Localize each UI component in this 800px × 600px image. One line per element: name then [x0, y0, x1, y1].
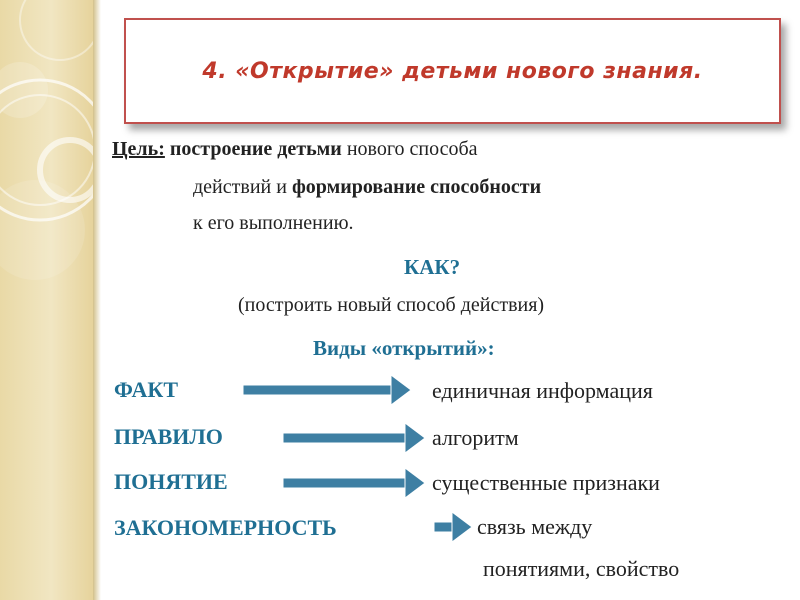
type-meaning-fact: единичная информация [432, 378, 653, 403]
arrow-icon [283, 422, 428, 454]
type-meaning-regularity: связь между [477, 514, 593, 539]
arrow-icon [243, 374, 413, 406]
title-box [124, 18, 781, 124]
sidebar-edge [93, 0, 101, 600]
goal-line-2 [193, 176, 541, 199]
type-meaning-rule: алгоритм [432, 425, 519, 450]
how-heading: КАК? [404, 255, 461, 279]
goal-bold-1: построение детьми [169, 138, 342, 160]
arrow-icon [283, 467, 428, 499]
type-meaning-concept: существенные признаки [432, 470, 660, 495]
goal-bold-2: формирование способности [291, 176, 542, 198]
type-term-regularity: ЗАКОНОМЕРНОСТЬ [114, 515, 337, 540]
type-term-fact: ФАКТ [114, 377, 179, 402]
type-meaning-regularity-cont: понятиями, свойство [483, 556, 680, 581]
types-heading: Виды «открытий»: [313, 336, 495, 360]
goal-start-2: действий и [193, 176, 287, 198]
goal-label: Цель: [112, 138, 165, 160]
type-term-rule: ПРАВИЛО [114, 424, 223, 449]
type-term-concept: ПОНЯТИЕ [114, 469, 228, 494]
how-subtitle: (построить новый способ действия) [238, 294, 545, 316]
decorative-circles [0, 0, 93, 600]
slide-title: 4. «Открытие» детьми нового знания. [202, 58, 703, 84]
arrow-icon [434, 511, 474, 543]
decorative-sidebar [0, 0, 93, 600]
goal-line-1 [112, 138, 478, 161]
goal-rest-1: нового способа [346, 138, 478, 160]
goal-line-3: к его выполнению. [193, 212, 354, 234]
